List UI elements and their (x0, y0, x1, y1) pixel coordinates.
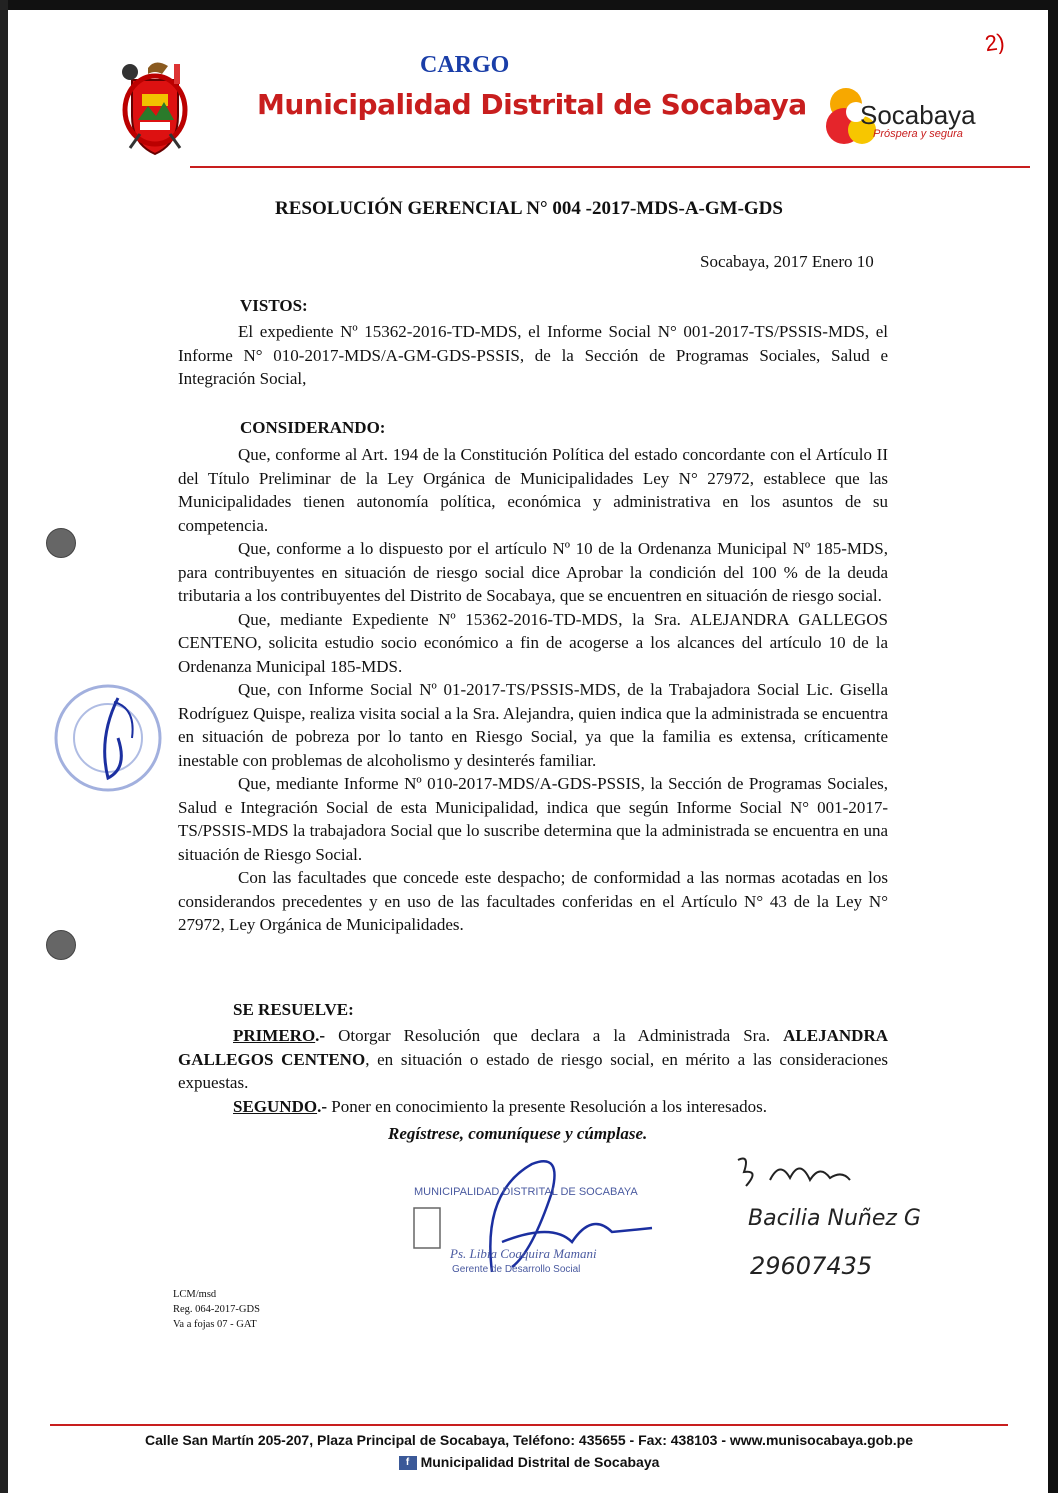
cargo-stamp: CARGO (420, 52, 510, 78)
signer-name: Ps. Libia Coaquira Mamani (450, 1246, 597, 1261)
receiver-signature (730, 1150, 870, 1200)
footer-rule (50, 1424, 1008, 1426)
receiver-name: Bacilia Nuñez G (748, 1206, 921, 1231)
segundo-separator: .- (317, 1096, 327, 1116)
official-signature-stamp (412, 1152, 672, 1282)
brand-name: Socabaya (860, 100, 976, 130)
municipal-seal-stamp (48, 678, 168, 798)
resuelve-section (178, 1024, 888, 1118)
vistos-heading: VISTOS: (240, 296, 308, 315)
header-rule (190, 166, 1030, 168)
considerando-paragraph: Que, conforme a lo dispuesto por el artículo Nº 10 de la Ordenanza Municipal Nº 185-MDS, para contribuyentes en situación de riesgo social dice Aprobar la condición del 100 % de la deuda tributaria a los contribuyentes del Distrito de Socabaya, que se encuentren en situación de riesgo social. (178, 539, 888, 605)
footer-address: Calle San Martín 205-207, Plaza Principal de Socabaya, Teléfono: 435655 - Fax: 438103 - www.munisocabaya.gob.pe (145, 1432, 913, 1448)
primero-name: ALEJANDRA GALLEGOS CENTENO (178, 1026, 888, 1069)
considerando-paragraph: Que, mediante Informe Nº 010-2017-MDS/A-GDS-PSSIS, la Sección de Programas Sociales, Salud e Integración Social de esta Municipalidad, indica que según Informe Social N° 001-2017-TS/PSSIS-MDS la trabajadora Social que lo suscribe determina que la administrada se encuentra en una situación de Riesgo Social. (178, 774, 888, 864)
municipal-crest-logo (112, 58, 198, 158)
receiver-dni: 29607435 (750, 1252, 873, 1280)
municipality-title: Municipalidad Distrital de Socabaya (257, 88, 807, 121)
closing-formula: Regístrese, comuníquese y cúmplase. (388, 1124, 648, 1143)
segundo-paragraph (178, 1095, 888, 1119)
facebook-icon: f (399, 1456, 417, 1470)
vistos-paragraph (178, 320, 888, 391)
footer-social (0, 1454, 1058, 1470)
scan-edge-left (0, 0, 8, 1493)
reference-line: LCM/msd (173, 1289, 217, 1300)
considerando-section (178, 443, 888, 937)
signature-stamp-header: MUNICIPALIDAD DISTRITAL DE SOCABAYA (414, 1186, 638, 1198)
primero-text-a: Otorgar Resolución que declara a la Administrada Sra. (325, 1026, 784, 1045)
scan-edge-right (1048, 0, 1058, 1493)
vistos-text: El expediente Nº 15362-2016-TD-MDS, el Informe Social N° 001-2017-TS/PSSIS-MDS, el Informe N° 010-2017-MDS/A-GM-GDS-PSSIS, de la Sección de Programas Sociales, Salud e Integración Social, (178, 322, 888, 388)
considerando-heading: CONSIDERANDO: (240, 418, 386, 437)
reference-line: Reg. 064-2017-GDS (173, 1304, 260, 1315)
primero-separator: .- (315, 1026, 326, 1045)
primero-label: PRIMERO (233, 1026, 316, 1045)
signer-role: Gerente de Desarrollo Social (452, 1264, 581, 1275)
facebook-text: Municipalidad Distrital de Socabaya (420, 1454, 660, 1470)
considerando-paragraph: Que, conforme al Art. 194 de la Constitución Política del estado concordante con el Artículo II del Título Preliminar de la Ley Orgánica de Municipalidades Ley N° 27972, establece que las Municipalidades tienen autonomía política, económica y administrativa en los asuntos de su competencia. (178, 445, 888, 535)
segundo-text: Poner en conocimiento la presente Resolución a los interesados. (327, 1096, 767, 1116)
document-date: Socabaya, 2017 Enero 10 (700, 252, 874, 271)
primero-text-b: , en situación o estado de riesgo social, en mérito a las consideraciones expuestas. (178, 1049, 888, 1092)
primero-paragraph (178, 1024, 888, 1095)
resuelve-heading: SE RESUELVE: (233, 1000, 354, 1019)
considerando-paragraph: Que, mediante Expediente Nº 15362-2016-TD-MDS, la Sra. ALEJANDRA GALLEGOS CENTENO, solicita estudio socio económico a fin de acogerse a los alcances del artículo 10 de la Ordenanza Municipal 185-MDS. (178, 609, 888, 676)
considerando-paragraph: Que, con Informe Social Nº 01-2017-TS/PSSIS-MDS, de la Trabajadora Social Lic. Gisella Rodríguez Quispe, realiza visita social a la Sra. Alejandra, quien indica que la administrada se encuentra en situación de pobreza por lo tanto en Riesgo Social, ya que la familia es extensa, críticamente inestable con problemas de alcoholismo y desinterés familiar. (178, 680, 888, 770)
segundo-label: SEGUNDO (233, 1096, 318, 1116)
reference-line: Va a fojas 07 - GAT (173, 1319, 257, 1330)
resolution-title: RESOLUCIÓN GERENCIAL N° 004 -2017-MDS-A-GM-GDS (275, 198, 783, 219)
scan-edge-top (0, 0, 1058, 10)
considerando-paragraph: Con las facultades que concede este despacho; de conformidad a las normas acotadas en los considerandos precedentes y en uso de las facultades conferidas en el Artículo N° 43 de la Ley N° 27972, Ley Orgánica de Municipalidades. (178, 868, 888, 934)
brand-tagline: Próspera y segura (873, 128, 963, 140)
page-number: 2) (983, 28, 1007, 57)
punch-hole (46, 528, 76, 558)
punch-hole (46, 930, 76, 960)
